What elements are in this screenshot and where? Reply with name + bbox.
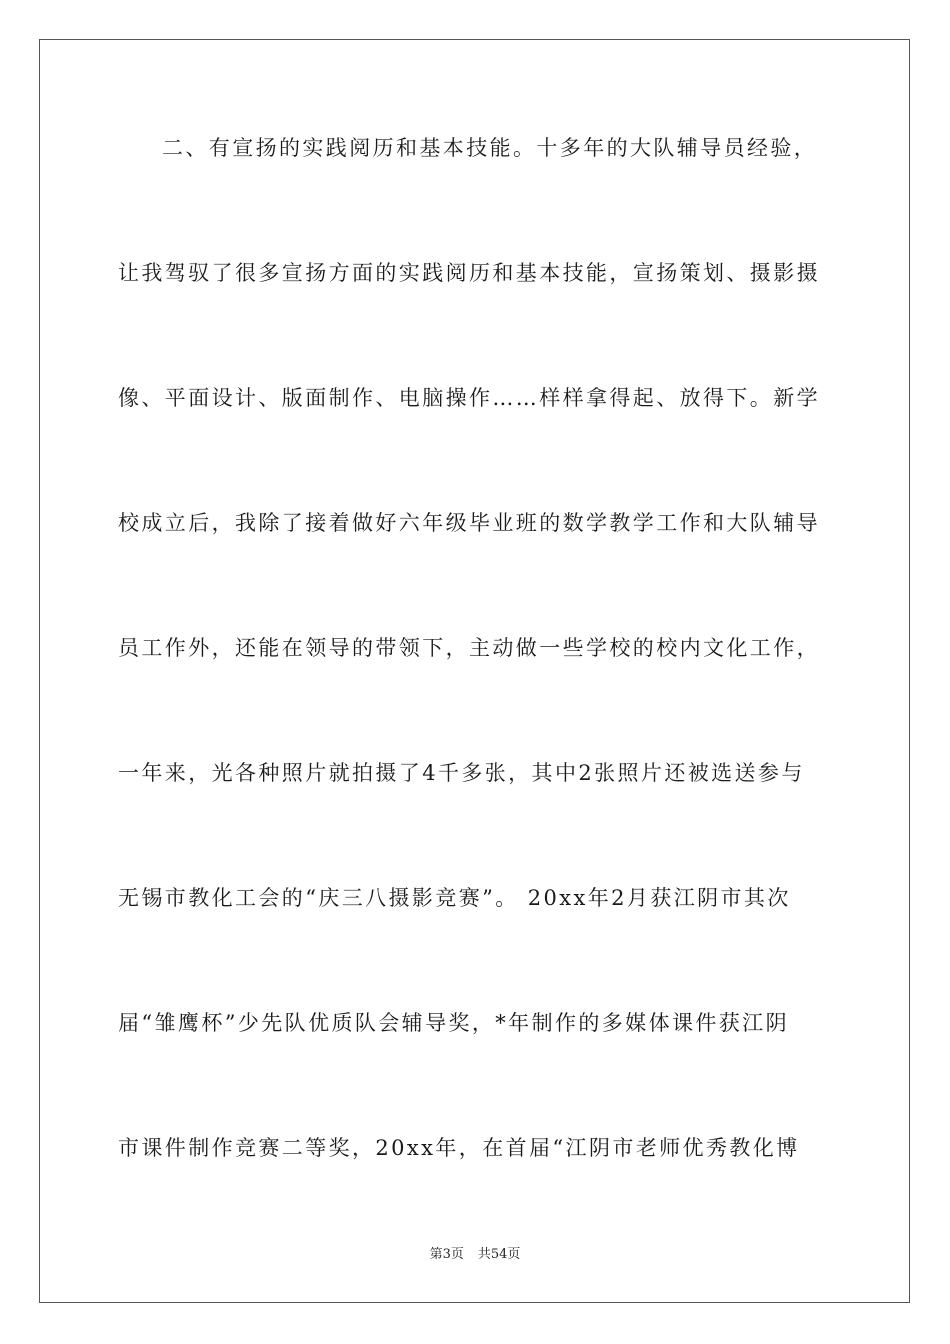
paragraph-line: 一年来，光各种照片就拍摄了4千多张，其中2张照片还被选送参与 <box>118 761 805 785</box>
page-number: 第3页 <box>429 1247 464 1262</box>
page-footer <box>0 1247 950 1263</box>
page-total: 共54页 <box>477 1247 521 1262</box>
paragraph-line: 届“雏鹰杯”少先队优质队会辅导奖，*年制作的多媒体课件获江阴 <box>118 1011 789 1035</box>
page-border <box>39 39 910 1303</box>
paragraph-line: 二、有宣扬的实践阅历和基本技能。十多年的大队辅导员经验， <box>162 136 818 160</box>
paragraph-line: 员工作外，还能在领导的带领下，主动做一些学校的校内文化工作， <box>118 636 820 660</box>
paragraph-line: 校成立后，我除了接着做好六年级毕业班的数学教学工作和大队辅导 <box>118 511 820 535</box>
paragraph-line: 像、平面设计、版面制作、电脑操作……样样拿得起、放得下。新学 <box>118 386 820 410</box>
paragraph-line: 市课件制作竞赛二等奖，20xx年，在首届“江阴市老师优秀教化博 <box>118 1136 800 1160</box>
paragraph-line: 无锡市教化工会的“庆三八摄影竞赛”。 20xx年2月获江阴市其次 <box>118 886 791 910</box>
paragraph-line: 让我驾驭了很多宣扬方面的实践阅历和基本技能，宣扬策划、摄影摄 <box>118 261 820 285</box>
